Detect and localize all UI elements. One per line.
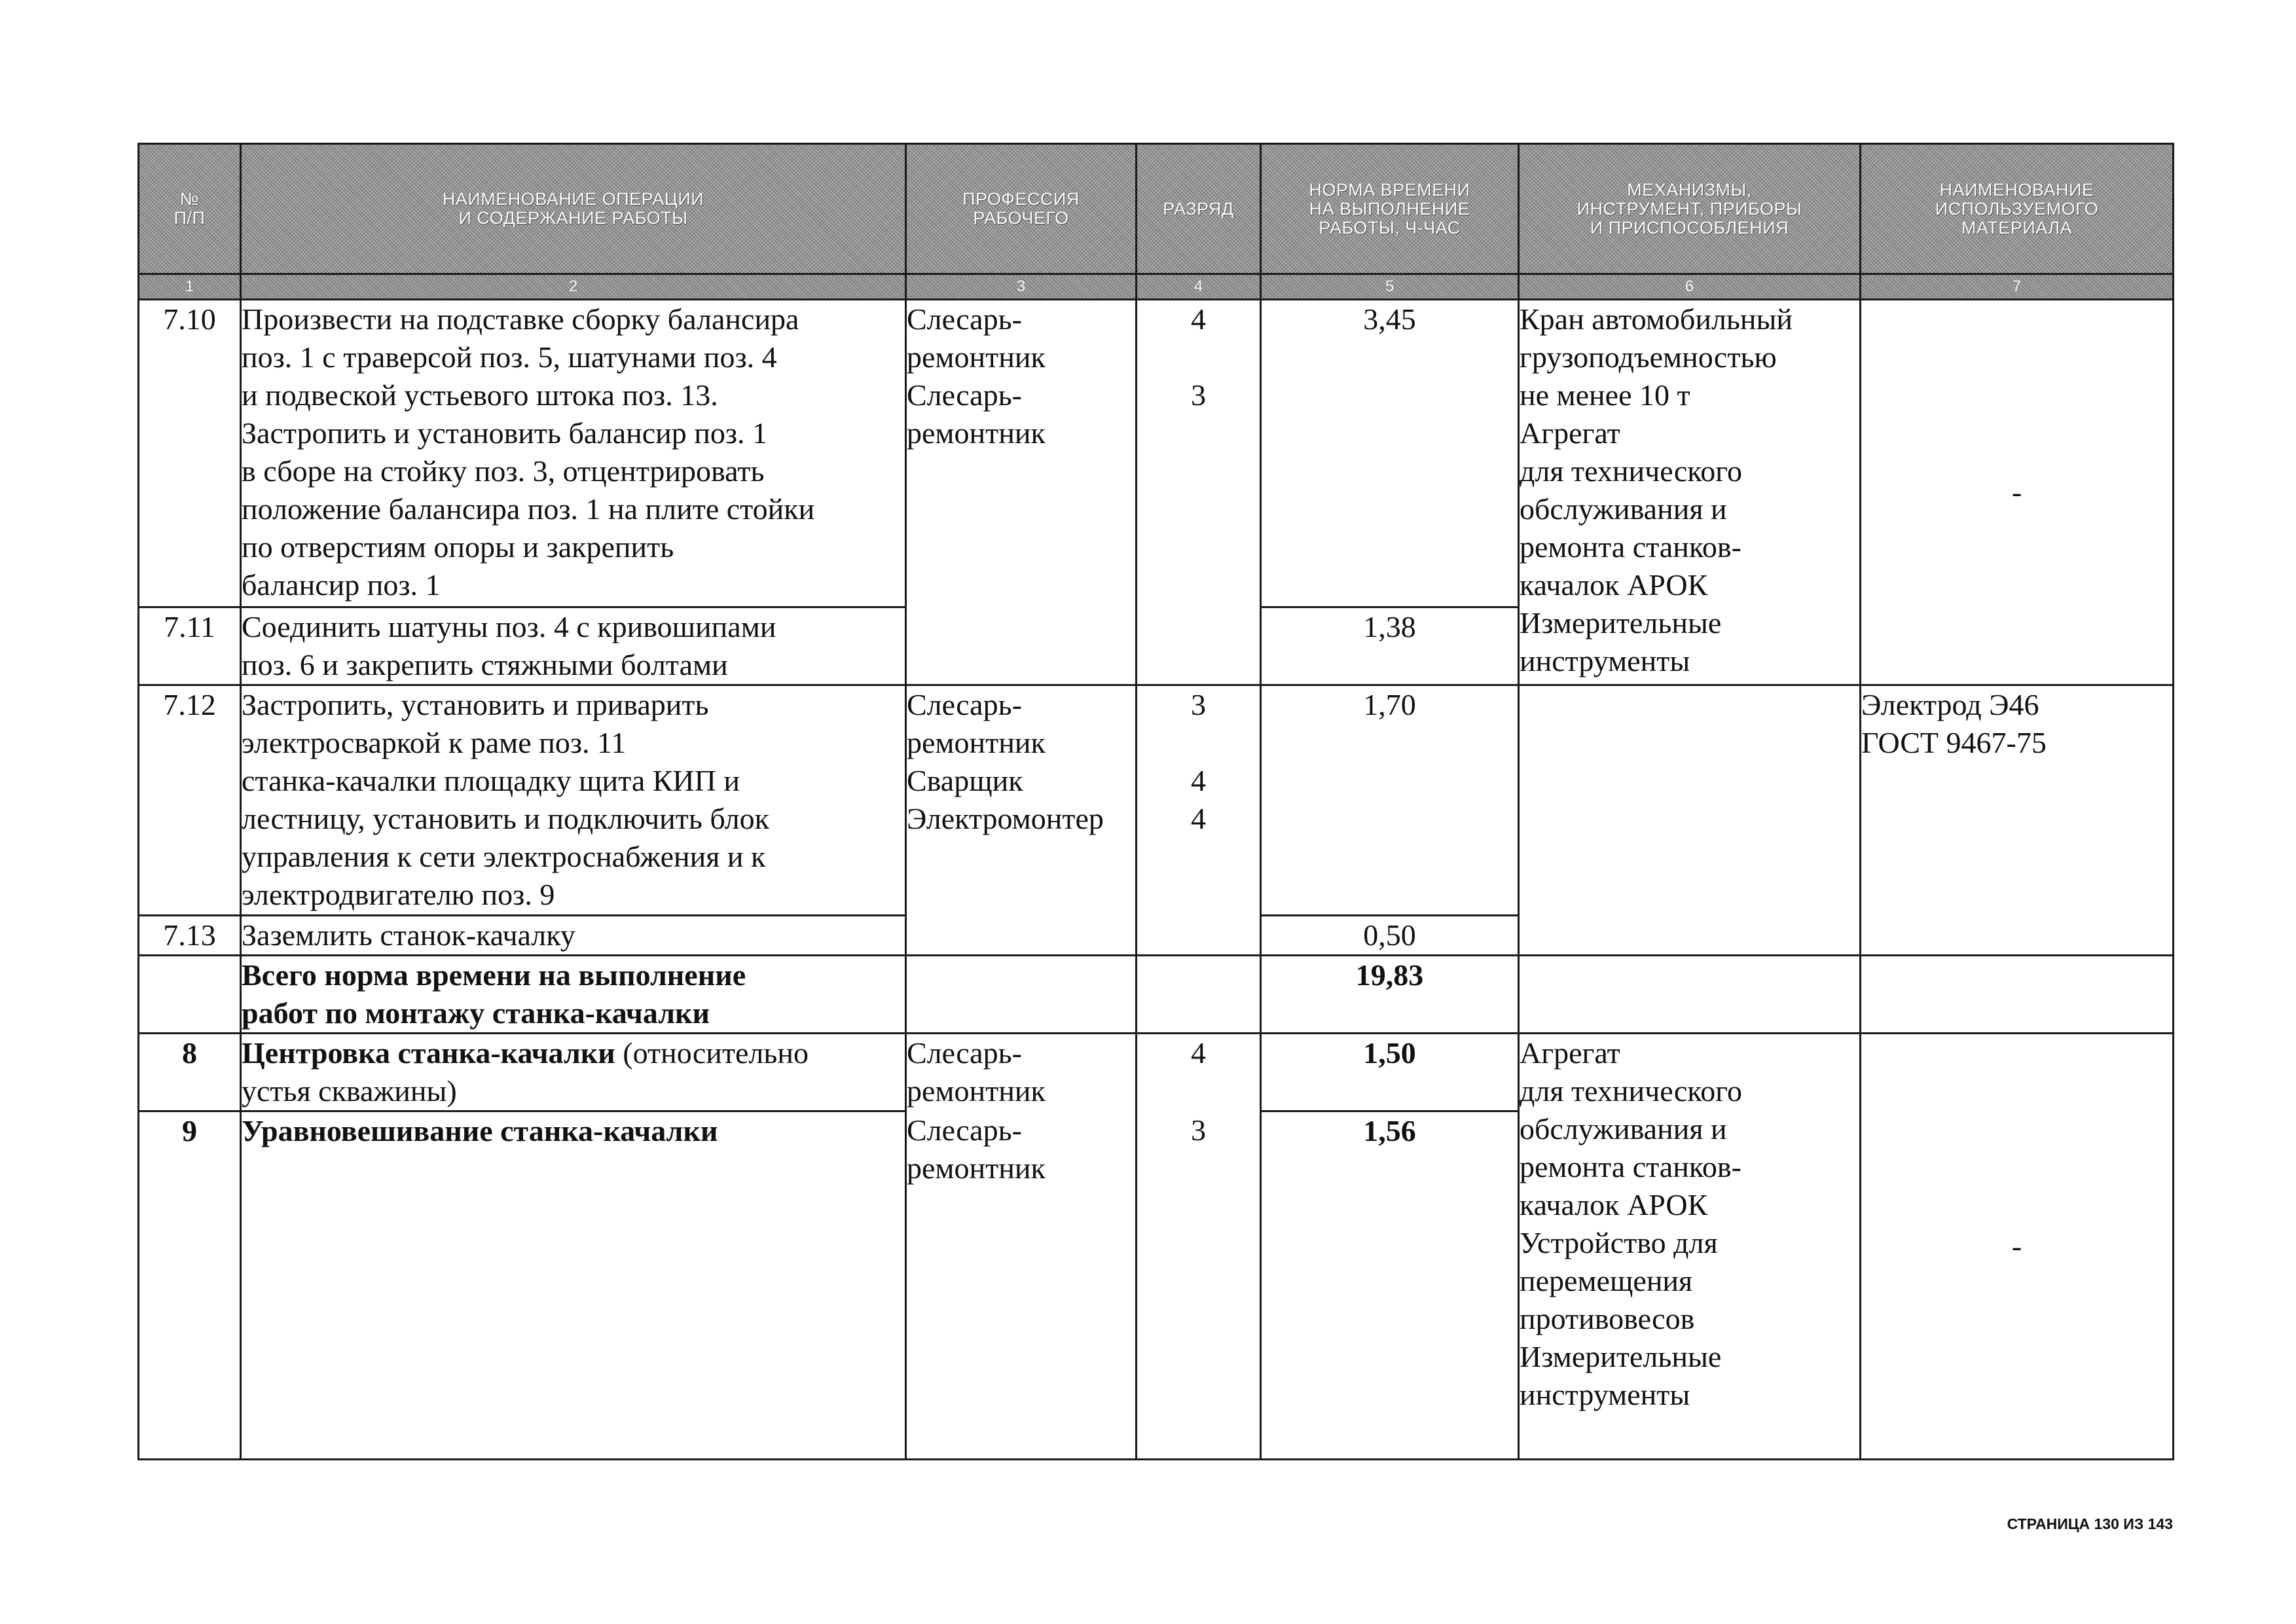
header-number: № П/П	[139, 144, 241, 274]
work-norm-table	[137, 143, 2174, 1460]
mechanisms-cell	[1519, 956, 1861, 1034]
header-time-norm: НОРМА ВРЕМЕНИ НА ВЫПОЛНЕНИЕ РАБОТЫ, Ч-ЧАС	[1261, 144, 1519, 274]
mechanisms-cell: Кран автомобильный грузоподъемностью не менее 10 т Агрегат для технического обслуживания и ремонта станков- качалок АРОК Измерительные инструменты	[1519, 300, 1861, 685]
mechanisms-cell: Агрегат для технического обслуживания и ремонта станков- качалок АРОК Устройство для перемещения противовесов Измерительные инструменты	[1519, 1034, 1861, 1460]
grade-cell	[1137, 956, 1261, 1034]
header-operation: НАИМЕНОВАНИЕ ОПЕРАЦИИ И СОДЕРЖАНИЕ РАБОТЫ	[241, 144, 906, 274]
time-norm-cell: 3,45	[1261, 300, 1519, 607]
header-mechanisms: МЕХАНИЗМЫ, ИНСТРУМЕНТ, ПРИБОРЫ И ПРИСПОСОБЛЕНИЯ	[1519, 144, 1861, 274]
profession-cell: Слесарь- ремонтник Сварщик Электромонтер	[906, 685, 1137, 956]
total-value: 19,83	[1261, 956, 1519, 1034]
operation-text: Заземлить станок-качалку	[241, 916, 906, 956]
mechanisms-cell	[1519, 685, 1861, 956]
total-label: Всего норма времени на выполнение работ по монтажу станка-качалки	[241, 956, 906, 1034]
material-cell: -	[1861, 300, 2174, 685]
header-profession: ПРОФЕССИЯ РАБОЧЕГО	[906, 144, 1137, 274]
operation-text: Произвести на подставке сборку балансира поз. 1 с траверсой поз. 5, шатунами поз. 4 и подвеской устьевого штока поз. 13. Застропить и установить балансир поз. 1 в сборе на стойку поз. 3, отцентрировать положение балансира поз. 1 на плите стойки по отверстиям опоры и закрепить балансир поз. 1	[241, 300, 906, 607]
column-number: 7	[1861, 274, 2174, 300]
total-row	[139, 956, 2174, 1034]
operation-text	[241, 1034, 906, 1111]
row-number: 7.12	[139, 685, 241, 916]
profession-cell: Слесарь- ремонтник	[906, 1034, 1137, 1111]
operation-text: Уравновешивание станка-качалки	[241, 1111, 906, 1460]
material-cell: Электрод Э46 ГОСТ 9467-75	[1861, 685, 2174, 956]
time-norm-cell: 1,50	[1261, 1034, 1519, 1111]
operation-text: Соединить шатуны поз. 4 с кривошипами поз. 6 и закрепить стяжными болтами	[241, 607, 906, 685]
table-row	[139, 685, 2174, 916]
operation-title: Центровка станка-качалки	[242, 1036, 615, 1070]
header-grade: РАЗРЯД	[1137, 144, 1261, 274]
column-number: 3	[906, 274, 1137, 300]
grade-cell: 3 4 4	[1137, 685, 1261, 956]
page-counter: СТРАНИЦА 130 ИЗ 143	[2007, 1515, 2173, 1532]
grade-cell: 4 3	[1137, 300, 1261, 685]
table-header-row	[139, 144, 2174, 274]
material-cell: -	[1861, 1034, 2174, 1460]
operation-note: (относительно устья скважины)	[242, 1036, 809, 1108]
profession-cell: Слесарь- ремонтник Слесарь- ремонтник	[906, 300, 1137, 685]
time-norm-cell: 1,70	[1261, 685, 1519, 916]
time-norm-cell: 1,38	[1261, 607, 1519, 685]
column-number: 2	[241, 274, 906, 300]
column-number: 4	[1137, 274, 1261, 300]
profession-cell	[906, 956, 1137, 1034]
row-number	[139, 956, 241, 1034]
column-number-row	[139, 274, 2174, 300]
column-number: 1	[139, 274, 241, 300]
row-number: 7.13	[139, 916, 241, 956]
header-material: НАИМЕНОВАНИЕ ИСПОЛЬЗУЕМОГО МАТЕРИАЛА	[1861, 144, 2174, 274]
row-number: 7.11	[139, 607, 241, 685]
time-norm-cell: 1,56	[1261, 1111, 1519, 1460]
row-number: 7.10	[139, 300, 241, 607]
material-cell	[1861, 956, 2174, 1034]
time-norm-cell: 0,50	[1261, 916, 1519, 956]
table-row	[139, 1034, 2174, 1111]
column-number: 5	[1261, 274, 1519, 300]
grade-cell: 3	[1137, 1111, 1261, 1460]
grade-cell: 4	[1137, 1034, 1261, 1111]
profession-cell: Слесарь- ремонтник	[906, 1111, 1137, 1460]
row-number: 8	[139, 1034, 241, 1111]
operation-text: Застропить, установить и приварить электросваркой к раме поз. 11 станка-качалки площадку щита КИП и лестницу, установить и подключить блок управления к сети электроснабжения и к электродвигателю поз. 9	[241, 685, 906, 916]
column-number: 6	[1519, 274, 1861, 300]
table-row	[139, 300, 2174, 607]
row-number: 9	[139, 1111, 241, 1460]
